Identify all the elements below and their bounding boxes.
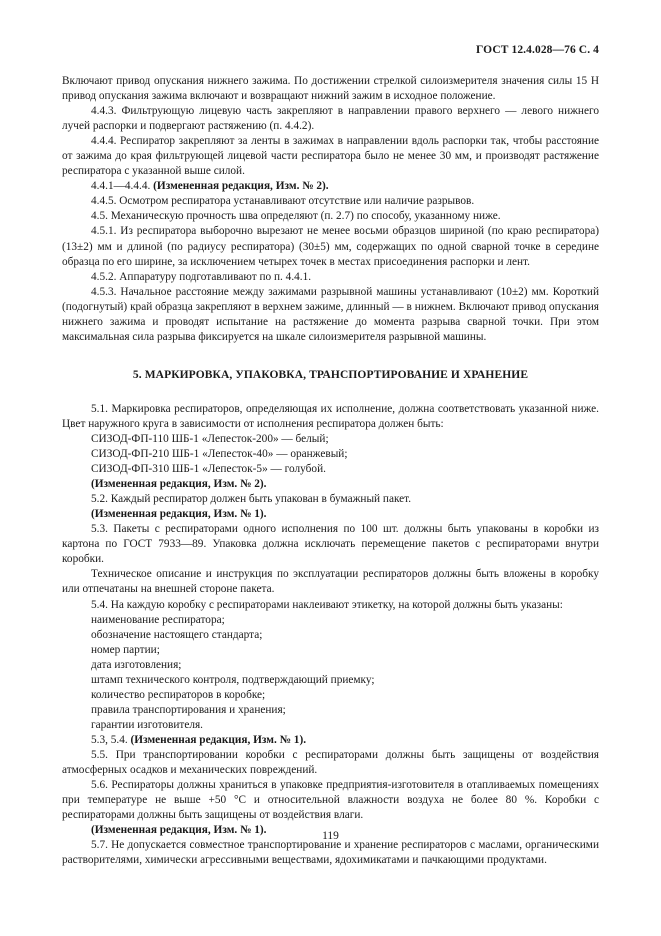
paragraph: 5.3. Пакеты с респираторами одного исполнения по 100 шт. должны быть упакованы в коробки из картона по ГОСТ 7933—89. Упаковка должна исключать перемещение пакетов с респираторами внутри коробки.	[62, 523, 599, 566]
edition-note: (Измененная редакция, Изм. № 1).	[91, 508, 267, 521]
color-item: СИЗОД-ФП-210 ШБ-1 «Лепесток-40» — оранжевый;	[91, 448, 348, 461]
paragraph: 5.5. При транспортировании коробки с респираторами должны быть защищены от воздействия атмосферных осадков и механических повреждений.	[62, 748, 599, 777]
paragraph: 4.4.4. Респиратор закрепляют за ленты в зажимах в направлении вдоль распорки так, чтобы расстояние от зажима до края фильтрующей лицевой части респиратора было не менее 30 мм, и производят растяжение респиратора с указанной выше силой.	[62, 135, 599, 178]
edition-note-bold: (Измененная редакция, Изм. № 2).	[153, 180, 329, 193]
paragraph: 4.5.3. Начальное расстояние между зажимами разрывной машины устанавливают (10±2) мм. Короткий (подогнутый) край образца закрепляют в верхнем зажиме, длинный — в нижнем. Включают привод опускания нижнего зажима и проводят испытание на растяжение до момента разрыва сварной точки. При этом максимальная сила разрыва фиксируется на шкале силоизмерителя разрывной машины.	[62, 285, 599, 343]
paragraph: 5.1. Маркировка респираторов, определяющая их исполнение, должна соответствовать указанной ниже. Цвет наружного круга в зависимости от исполнения респиратора должен быть:	[62, 402, 599, 430]
document-header: ГОСТ 12.4.028—76 С. 4	[476, 44, 599, 56]
paragraph: 4.4.5. Осмотром респиратора устанавливают отсутствие или наличие разрывов.	[91, 195, 475, 208]
label-item: штамп технического контроля, подтверждающий приемку;	[91, 673, 375, 686]
paragraph: 4.5.1. Из респиратора выборочно вырезают не менее восьми образцов шириной (по краю респиратора) (13±2) мм и длиной (по радиусу респиратора) (30±5) мм, содержащих по одной сварной точке в середине образца по его ширине, за исключением четырех точек в местах присоединения распорки и лент.	[62, 225, 599, 268]
paragraph: 4.4.3. Фильтрующую лицевую часть закрепляют в направлении правого верхнего — левого нижнего лучей распорки и подвергают растяжению (п. 4.4.2).	[62, 105, 599, 133]
label-item: количество респираторов в коробке;	[91, 688, 266, 701]
page-number: 119	[322, 830, 339, 842]
paragraph: 5.7. Не допускается совместное транспортирование и хранение респираторов с маслами, органическими растворителями, химически агрессивными веществами, ядохимикатами и пачкающими продуктами.	[62, 839, 599, 867]
paragraph: 5.6. Респираторы должны храниться в упаковке предприятия-изготовителя в отапливаемых помещениях при температуре не выше +50 °С и относительной влажности воздуха не более 80 %. Коробки с респираторами должны быть защищены от воздействия влаги.	[62, 779, 599, 822]
label-item: обозначение настоящего стандарта;	[91, 628, 263, 641]
color-item: СИЗОД-ФП-310 ШБ-1 «Лепесток-5» — голубой.	[91, 463, 326, 476]
label-item: гарантии изготовителя.	[91, 718, 203, 731]
document-body	[62, 74, 599, 868]
edition-note	[62, 733, 599, 748]
paragraph: Включают привод опускания нижнего зажима. По достижении стрелкой силоизмерителя значения силы 15 Н привод опускания зажима включают и возвращают нижний зажим в исходное положение.	[62, 75, 599, 103]
edition-prefix: 5.3, 5.4.	[91, 733, 131, 746]
label-item: дата изготовления;	[91, 658, 182, 671]
paragraph: 4.5. Механическую прочность шва определяют (п. 2.7) по способу, указанному ниже.	[91, 210, 501, 223]
label-item: правила транспортирования и хранения;	[91, 703, 286, 716]
paragraph: Техническое описание и инструкция по эксплуатации респираторов должны быть вложены в коробку или отпечатаны на внешней стороне пакета.	[62, 568, 599, 596]
color-item: СИЗОД-ФП-110 ШБ-1 «Лепесток-200» — белый;	[91, 432, 329, 445]
section-title: 5. МАРКИРОВКА, УПАКОВКА, ТРАНСПОРТИРОВАНИЕ И ХРАНЕНИЕ	[132, 368, 529, 381]
paragraph: 5.4. На каждую коробку с респираторами наклеивают этикетку, на которой должны быть указаны:	[91, 598, 563, 611]
edition-note: (Измененная редакция, Изм. № 1).	[91, 824, 267, 837]
edition-note-bold: (Измененная редакция, Изм. № 1).	[130, 733, 307, 746]
edition-prefix: 4.4.1—4.4.4.	[91, 180, 154, 193]
edition-note	[62, 179, 599, 194]
edition-note: (Измененная редакция, Изм. № 2).	[91, 478, 267, 491]
label-item: наименование респиратора;	[91, 613, 225, 626]
paragraph: 5.2. Каждый респиратор должен быть упакован в бумажный пакет.	[91, 493, 412, 506]
paragraph: 4.5.2. Аппаратуру подготавливают по п. 4.4.1.	[91, 270, 312, 283]
label-item: номер партии;	[91, 643, 160, 656]
